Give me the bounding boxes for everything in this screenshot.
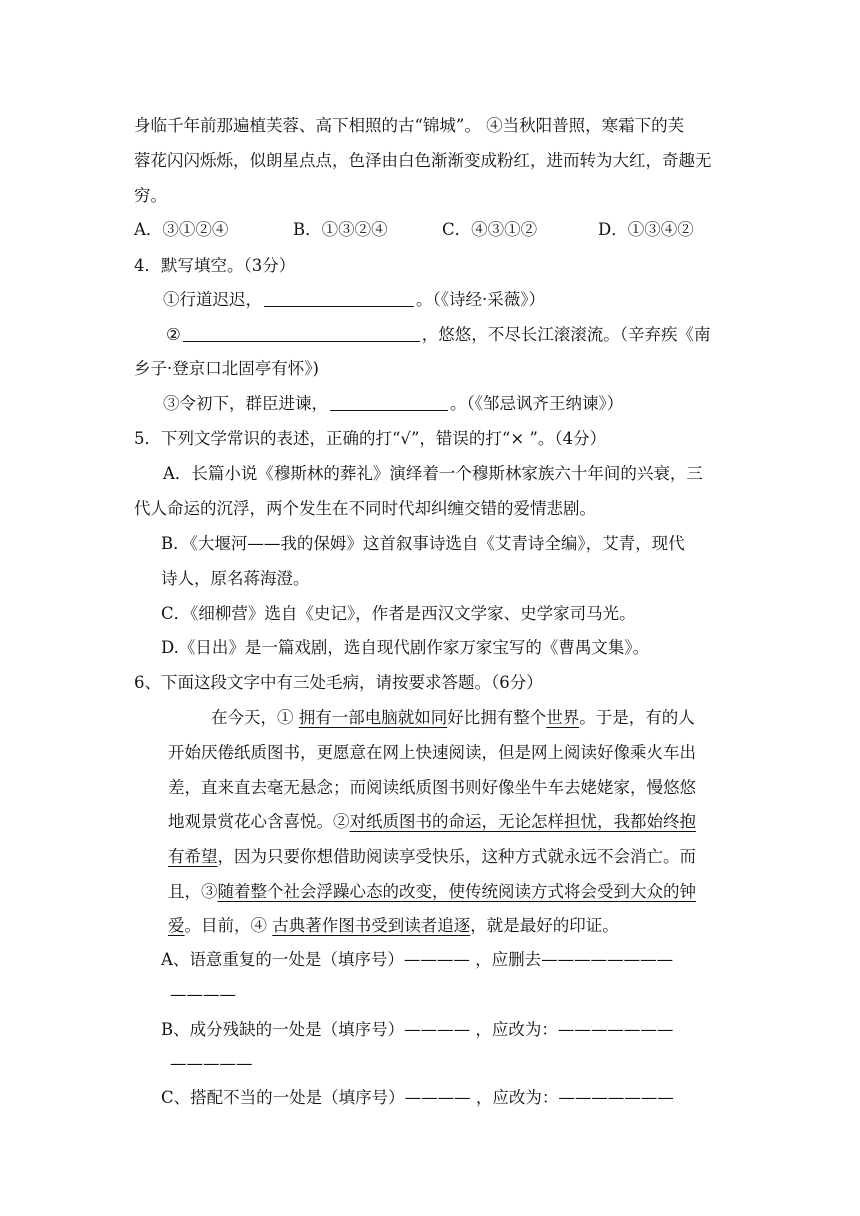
- q6-question-b-line-2: —————: [170, 1054, 253, 1073]
- q6-passage-text: 。于是，有的人: [579, 708, 695, 727]
- q5-statement-b-line-1: B．《大堰河——我的保姆》这首叙事诗选自《艾青诗全编》，艾青，现代: [161, 534, 685, 553]
- q6-passage-line-5: [168, 847, 696, 867]
- q4-item-2: [166, 325, 711, 345]
- q4-item-3: [163, 394, 623, 414]
- q6-underlined-phrase-2-end: 有希望: [168, 847, 218, 866]
- q6-passage-text: 。目前，④: [184, 916, 267, 935]
- q6-question-c-line-1: C、搭配不当的一处是（填序号）———— ，应改为：———————: [161, 1088, 674, 1107]
- q6-underlined-phrase-4: 古典著作图书受到读者追逐: [272, 916, 471, 935]
- q3-text-line-1: 身临千年前那遍植芙蓉、高下相照的古“锦城”。 ④当秋阳普照，寒霜下的芙: [134, 116, 685, 135]
- q6-underlined-word-world: 世界: [546, 708, 580, 727]
- q6-passage-line-2: 开始厌倦纸质图书，更愿意在网上快速阅读，但是网上阅读好像乘火车出: [168, 743, 696, 762]
- q6-question-a-line-2: ————: [170, 985, 236, 1004]
- q6-underlined-phrase-3: 随着整个社会浮躁心态的改变，使传统阅读方式将会受到大众的钟: [217, 882, 696, 901]
- q6-passage-text: ，因为只要你想借助阅读享受快乐，这种方式就永远不会消亡。而: [217, 847, 696, 866]
- q6-passage-text: 在今天，①: [211, 708, 294, 727]
- q5-title: 5．下列文学常识的表述，正确的打“√”，错误的打“× ”。（4分）: [134, 429, 607, 448]
- q5-statement-a-line-1: A．长篇小说《穆斯林的葬礼》演绎着一个穆斯林家族六十年间的兴衰，三: [163, 464, 703, 483]
- q4-title: 4．默写填空。（3分）: [134, 256, 296, 275]
- q6-question-a-line-1: A、语意重复的一处是（填序号）———— ，应删去————————: [161, 950, 674, 969]
- q4-item-1: [163, 290, 545, 310]
- q4-item-3-blank[interactable]: [330, 394, 448, 411]
- q3-option-c: C．④③①②: [442, 220, 538, 239]
- q6-question-b-line-1: B、成分残缺的一处是（填序号）———— ，应改为：———————: [161, 1020, 674, 1039]
- q4-item-3-suffix: 。（《邹忌讽齐王纳谏》）: [450, 394, 624, 413]
- q6-underlined-phrase-2: 对纸质图书的命运，无论怎样担忧，我都始终抱: [349, 812, 696, 831]
- q6-passage-line-7: [168, 916, 619, 936]
- q6-title: 6、下面这段文字中有三处毛病，请按要求答题。（6分）: [134, 673, 543, 692]
- q6-passage-text: ，就是最好的印证。: [470, 916, 619, 935]
- q4-item-2-continuation: 乡子·登京口北固亭有怀》): [134, 359, 319, 378]
- q5-statement-d: D.《日出》是一篇戏剧，选自现代剧作家万家宝写的《曹禺文集》。: [161, 638, 650, 657]
- q6-passage-text: 地观景赏花心含喜悦。②: [168, 812, 350, 831]
- q4-item-1-blank[interactable]: [264, 290, 414, 307]
- q6-passage-line-4: [168, 812, 696, 832]
- q5-statement-c: C．《细柳营》选自《史记》，作者是西汉文学家、史学家司马光。: [161, 604, 636, 623]
- q6-passage-line-6: [168, 882, 696, 902]
- q4-item-1-suffix: 。（《诗经·采薇》）: [416, 290, 545, 309]
- q4-item-3-prefix: ③令初下，群臣进谏，: [163, 394, 328, 413]
- q6-passage-line-1: [211, 708, 695, 728]
- q4-item-2-suffix: ，悠悠，不尽长江滚滚流。（辛弃疾《南: [421, 325, 711, 344]
- q4-item-1-prefix: ①行道迟迟，: [163, 290, 262, 309]
- q3-option-d: D．①③④②: [598, 220, 694, 239]
- q4-item-2-prefix: ②: [166, 325, 181, 344]
- q5-statement-a-line-2: 代人命运的沉浮，两个发生在不同时代却纠缠交错的爱情悲剧。: [134, 499, 596, 518]
- q6-passage-line-3: 差，直来直去毫无悬念；而阅读纸质图书则好像坐牛车去姥姥家，慢悠悠: [168, 778, 696, 797]
- q6-underlined-phrase-1: 拥有一部电脑就如同: [298, 708, 448, 727]
- q3-option-a: A．③①②④: [134, 220, 229, 239]
- q6-passage-text: 好比拥有整个: [447, 708, 547, 727]
- q6-underlined-phrase-3-end: 爱: [168, 916, 185, 935]
- q3-option-b: B．①③②④: [293, 220, 388, 239]
- q3-text-line-2: 蓉花闪闪烁烁，似朗星点点，色泽由白色渐渐变成粉红，进而转为大红，奇趣无: [134, 151, 712, 170]
- q5-statement-b-line-2: 诗人，原名蒋海澄。: [161, 569, 310, 588]
- q3-text-line-3: 穷。: [134, 186, 167, 205]
- q4-item-2-blank[interactable]: [183, 325, 420, 342]
- q6-passage-text: 且，③: [168, 882, 218, 901]
